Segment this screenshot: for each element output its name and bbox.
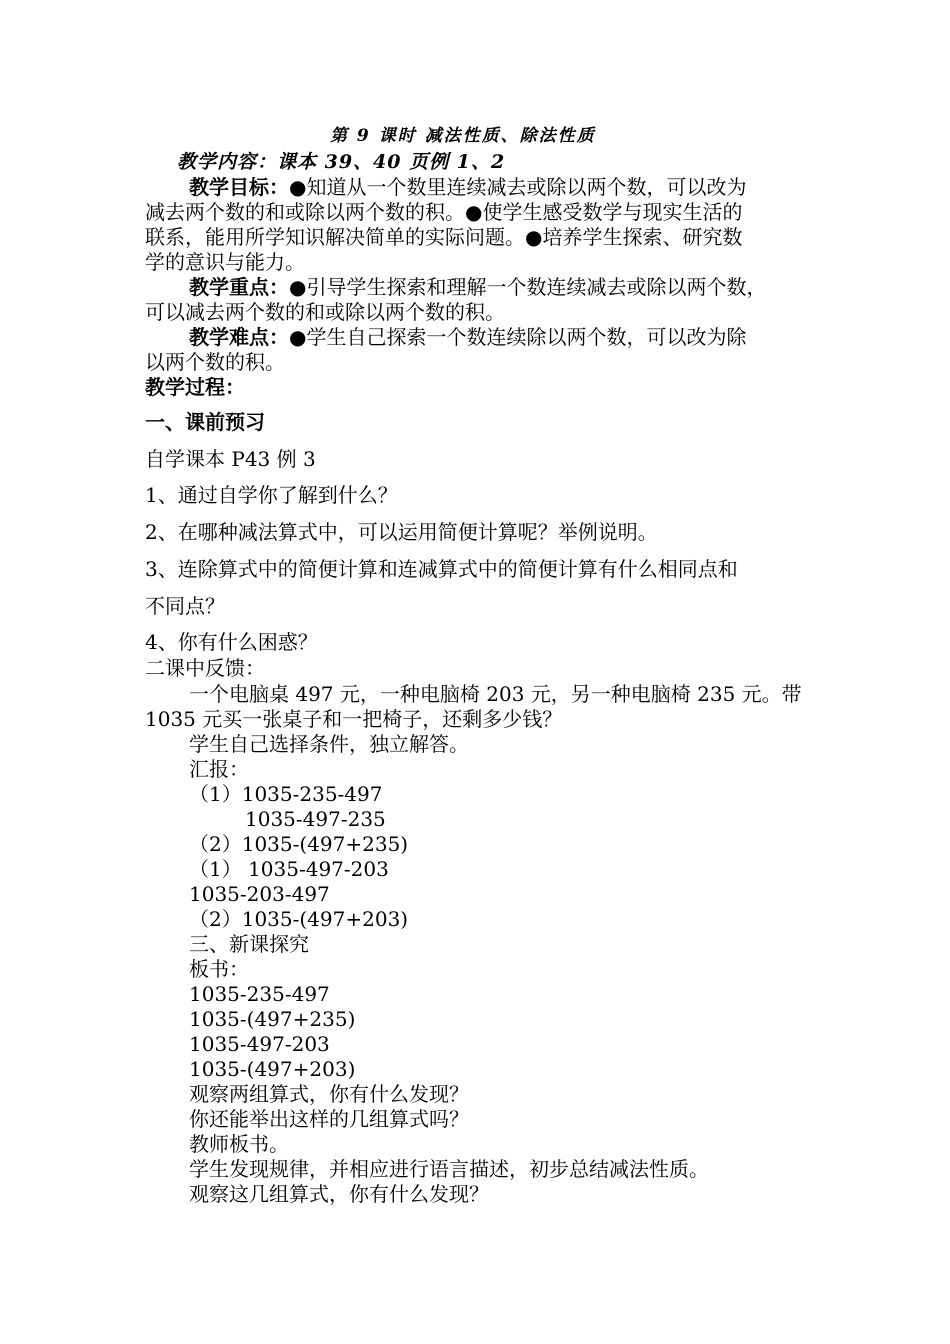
report-line-1: （1）1035-235-497 [189,782,383,806]
section1-heading: 一、课前预习 [145,410,265,434]
objectives-line-1 [189,175,746,199]
board-line-2: 1035-(497+235) [189,1007,356,1031]
objectives-line-4: 学的意识与能力。 [145,250,305,274]
section2-heading: 二课中反馈： [145,656,265,680]
key-points-line-1 [189,275,766,299]
problem-line-1: 一个电脑桌 497 元，一种电脑椅 203 元，另一种电脑椅 235 元。带 [189,682,802,706]
closing-line-2: 你还能举出这样的几组算式吗？ [189,1107,469,1131]
difficulties-text: ●学生自己探索一个数连续除以两个数，可以改为除 [289,325,747,349]
student-solve: 学生自己选择条件，独立解答。 [189,732,469,756]
objectives-line-2: 减去两个数的和或除以两个数的积。●使学生感受数学与现实生活的 [145,200,743,224]
closing-line-1: 观察两组算式，你有什么发现？ [189,1082,469,1106]
report-line-2: 1035-497-235 [245,807,386,831]
board-line-1: 1035-235-497 [189,982,330,1006]
closing-line-3: 教师板书。 [189,1132,289,1156]
teaching-content-line: 教学内容：课本 39、40 页例 1、2 [177,151,506,173]
closing-line-4: 学生发现规律，并相应进行语言描述，初步总结减法性质。 [189,1157,709,1181]
objectives-line-3: 联系，能用所学知识解决简单的实际问题。●培养学生探索、研究数 [145,225,743,249]
preview-line-2: 1、通过自学你了解到什么？ [145,483,398,507]
board-label: 板书： [189,957,249,981]
process-heading: 教学过程： [145,375,245,399]
preview-line-3: 2、在哪种减法算式中，可以运用简便计算呢？举例说明。 [145,520,658,544]
key-points-label: 教学重点： [189,275,289,299]
objectives-label: 教学目标： [189,175,289,199]
key-points-text: ●引导学生探索和理解一个数连续减去或除以两个数， [289,275,767,299]
report-line-3: （2）1035-(497+235) [189,832,409,856]
preview-line-4: 3、连除算式中的简便计算和连减算式中的简便计算有什么相同点和 [145,557,738,581]
report-line-4: （1） 1035-497-203 [189,857,389,881]
preview-line-1: 自学课本 P43 例 3 [145,447,316,471]
report-label: 汇报： [189,757,249,781]
report-line-6: （2）1035-(497+203) [189,907,409,931]
difficulties-line-2: 以两个数的积。 [145,350,285,374]
objectives-text: ●知道从一个数里连续减去或除以两个数，可以改为 [289,175,747,199]
difficulties-label: 教学难点： [189,325,289,349]
key-points-line-2: 可以减去两个数的和或除以两个数的积。 [145,300,505,324]
problem-line-2: 1035 元买一张桌子和一把椅子，还剩多少钱？ [145,707,563,731]
lesson-title: 第 9 课时 减法性质、除法性质 [330,126,596,146]
section3-heading: 三、新课探究 [189,932,309,956]
closing-line-5: 观察这几组算式，你有什么发现？ [189,1182,489,1206]
difficulties-line-1 [189,325,746,349]
board-line-4: 1035-(497+203) [189,1057,356,1081]
board-line-3: 1035-497-203 [189,1032,330,1056]
preview-line-5: 不同点？ [145,594,225,618]
preview-line-6: 4、你有什么困惑？ [145,630,318,654]
report-line-5: 1035-203-497 [189,882,330,906]
